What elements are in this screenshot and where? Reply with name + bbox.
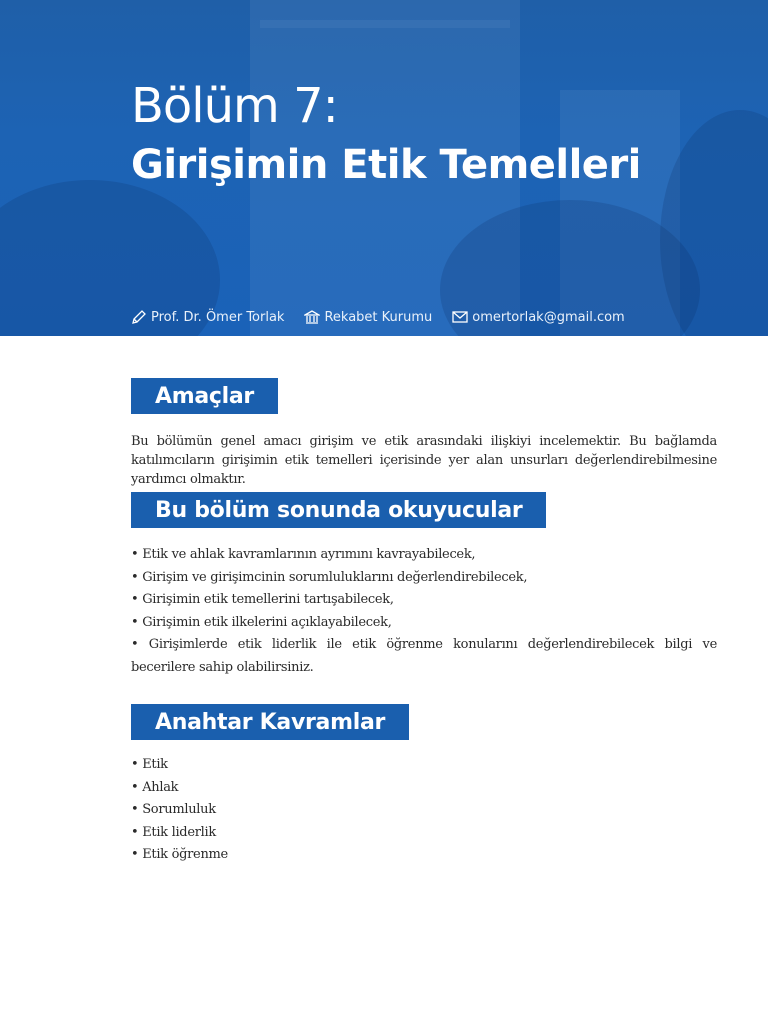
author-name: Prof. Dr. Ömer Torlak: [151, 309, 285, 325]
objectives-text: Bu bölümün genel amacı girişim ve etik arasındaki ilişkiyi incelemektir. Bu bağlamda katılımcıların girişimin etik temelleri içerisinde yer alan unsurları değerlendirebilmesine yardımcı olmaktır.: [131, 434, 717, 487]
list-item: • Girişimin etik temellerini tartışabilecek,: [131, 589, 717, 612]
list-item: • Girişimlerde etik liderlik ile etik öğrenme konularını değerlendirebilecek bilgi ve becerilere sahip olabilirsiniz.: [131, 634, 717, 679]
author: [131, 309, 284, 325]
keywords-heading: Anahtar Kavramlar: [131, 704, 409, 740]
keywords-list: [131, 754, 717, 867]
list-item: • Ahlak: [131, 777, 717, 800]
outcomes-heading: Bu bölüm sonunda okuyucular: [131, 492, 546, 528]
list-item: • Etik ve ahlak kavramlarının ayrımını kavrayabilecek,: [131, 544, 717, 567]
chapter-header: [0, 0, 768, 336]
objectives-heading: Amaçlar: [131, 378, 278, 414]
institution: [304, 309, 432, 325]
list-item: • Girişim ve girişimcinin sorumluluklarını değerlendirebilecek,: [131, 567, 717, 590]
chapter-title: Girişimin Etik Temelleri: [131, 142, 641, 188]
email-address[interactable]: omertorlak@gmail.com: [472, 309, 625, 325]
institution-icon: [304, 309, 320, 325]
institution-name: Rekabet Kurumu: [324, 309, 433, 325]
email[interactable]: [452, 310, 624, 325]
list-item: • Sorumluluk: [131, 799, 717, 822]
author-info: [131, 307, 645, 327]
pencil-icon: [131, 309, 147, 325]
list-item: • Etik liderlik: [131, 822, 717, 845]
envelope-icon: [452, 310, 468, 324]
background-building: [260, 20, 510, 28]
list-item: • Girişimin etik ilkelerini açıklayabilecek,: [131, 612, 717, 635]
list-item: • Etik öğrenme: [131, 844, 717, 867]
outcomes-list: [131, 544, 717, 679]
list-item: • Etik: [131, 754, 717, 777]
chapter-number: Bölüm 7:: [131, 78, 338, 134]
